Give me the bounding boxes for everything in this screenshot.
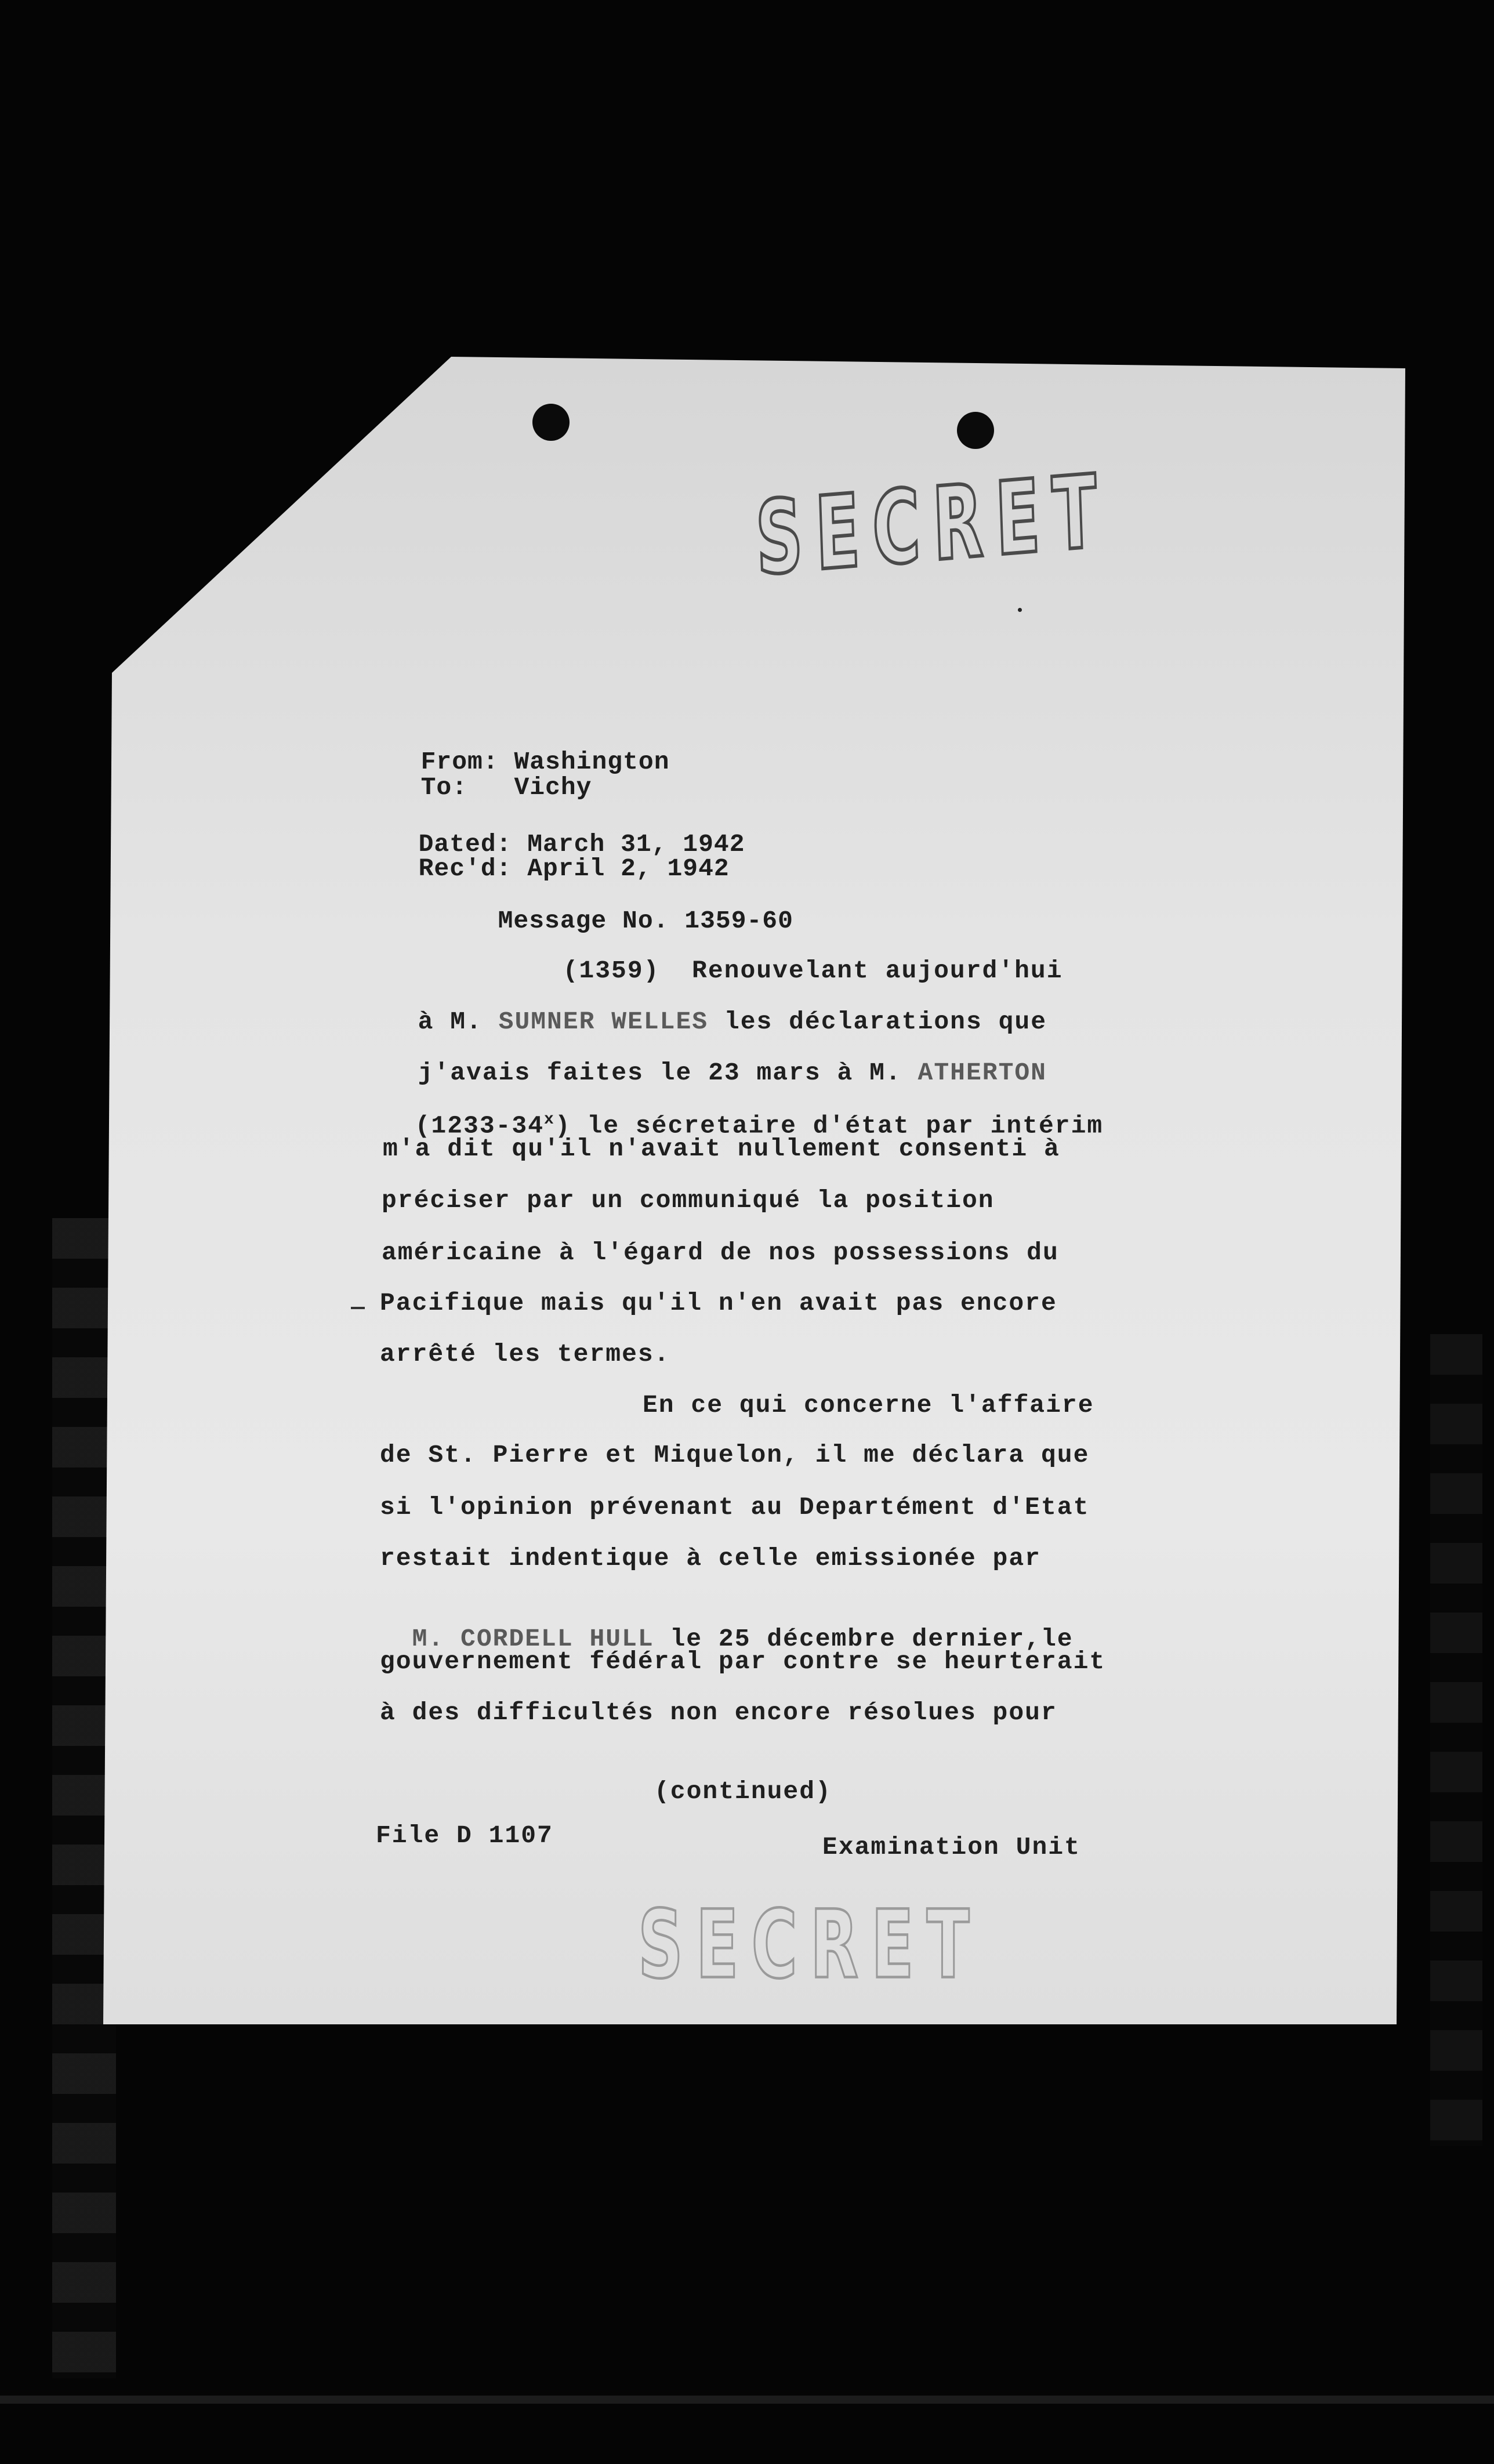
body-line-12: si l'opinion prévenant au Departément d'Etat	[380, 1493, 1090, 1521]
examination-unit: Examination Unit	[822, 1833, 1080, 1861]
received-value: April 2, 1942	[527, 854, 730, 883]
film-band	[0, 2396, 1494, 2404]
secret-stamp-bottom: SECRET	[638, 1891, 982, 2000]
body-line-9: arrêté les termes.	[380, 1340, 670, 1368]
body-line-11: de St. Pierre et Miquelon, il me déclara que	[380, 1441, 1090, 1469]
body-text: j'avais faites le 23 mars à M.	[418, 1059, 918, 1087]
body-line-15: gouvernement fédéral par contre se heurterait	[380, 1647, 1106, 1676]
body-line-6: préciser par un communiqué la position	[382, 1186, 995, 1215]
body-line-5: m'a dit qu'il n'avait nullement consenti à	[383, 1135, 1060, 1163]
body-line-16: à des difficultés non encore résolues pour	[380, 1698, 1057, 1727]
received-label: Rec'd:	[418, 854, 512, 883]
body-line-2	[386, 979, 1047, 1036]
reference-mark: x	[544, 1111, 555, 1129]
body-line-14	[380, 1596, 1074, 1653]
body-text: les déclarations que	[708, 1008, 1047, 1036]
from-value: Washington	[514, 748, 670, 776]
secret-stamp-top: SECRET	[754, 452, 1112, 599]
continued-label: (continued)	[654, 1777, 832, 1806]
body-text: Renouvelant aujourd'hui	[692, 956, 1063, 985]
body-line-10: En ce qui concerne l'affaire	[643, 1391, 1094, 1419]
to-label: To:	[420, 773, 468, 802]
file-number: File D 1107	[376, 1821, 553, 1850]
body-line-3	[386, 1030, 1047, 1087]
dated-label: Dated:	[418, 830, 512, 858]
name-sumner-welles: SUMNER WELLES	[498, 1008, 709, 1036]
dated-value: March 31, 1942	[527, 830, 745, 858]
punch-hole-right	[957, 412, 994, 449]
name-atherton: ATHERTON	[918, 1059, 1047, 1087]
message-number-line	[467, 878, 793, 935]
message-label: Message No.	[498, 907, 669, 935]
body-text: ) le sécretaire d'état par intérim	[554, 1111, 1104, 1140]
margin-mark	[351, 1307, 365, 1309]
to-line	[390, 745, 592, 802]
body-line-4	[383, 1082, 1103, 1140]
ink-speck	[1018, 608, 1022, 612]
film-strip-right	[1430, 1334, 1482, 2146]
punch-hole-left	[532, 404, 570, 441]
name-cordell-hull: M. CORDELL HULL	[412, 1625, 654, 1653]
body-text: à M.	[418, 1008, 499, 1036]
message-part-number: (1359)	[563, 956, 660, 985]
body-line-13: restait indentique à celle emissionée par	[380, 1544, 1041, 1572]
telegram-reference: (1233-34	[415, 1111, 545, 1140]
message-value: 1359-60	[684, 907, 793, 935]
body-text: le 25 décembre dernier,le	[654, 1625, 1074, 1653]
body-line-7: américaine à l'égard de nos possessions du	[382, 1238, 1059, 1267]
received-line	[387, 826, 730, 883]
to-value: Vichy	[514, 773, 592, 802]
body-line-8: Pacifique mais qu'il n'en avait pas encore	[380, 1289, 1057, 1317]
from-label: From:	[420, 748, 499, 776]
body-line-1	[531, 928, 1063, 985]
